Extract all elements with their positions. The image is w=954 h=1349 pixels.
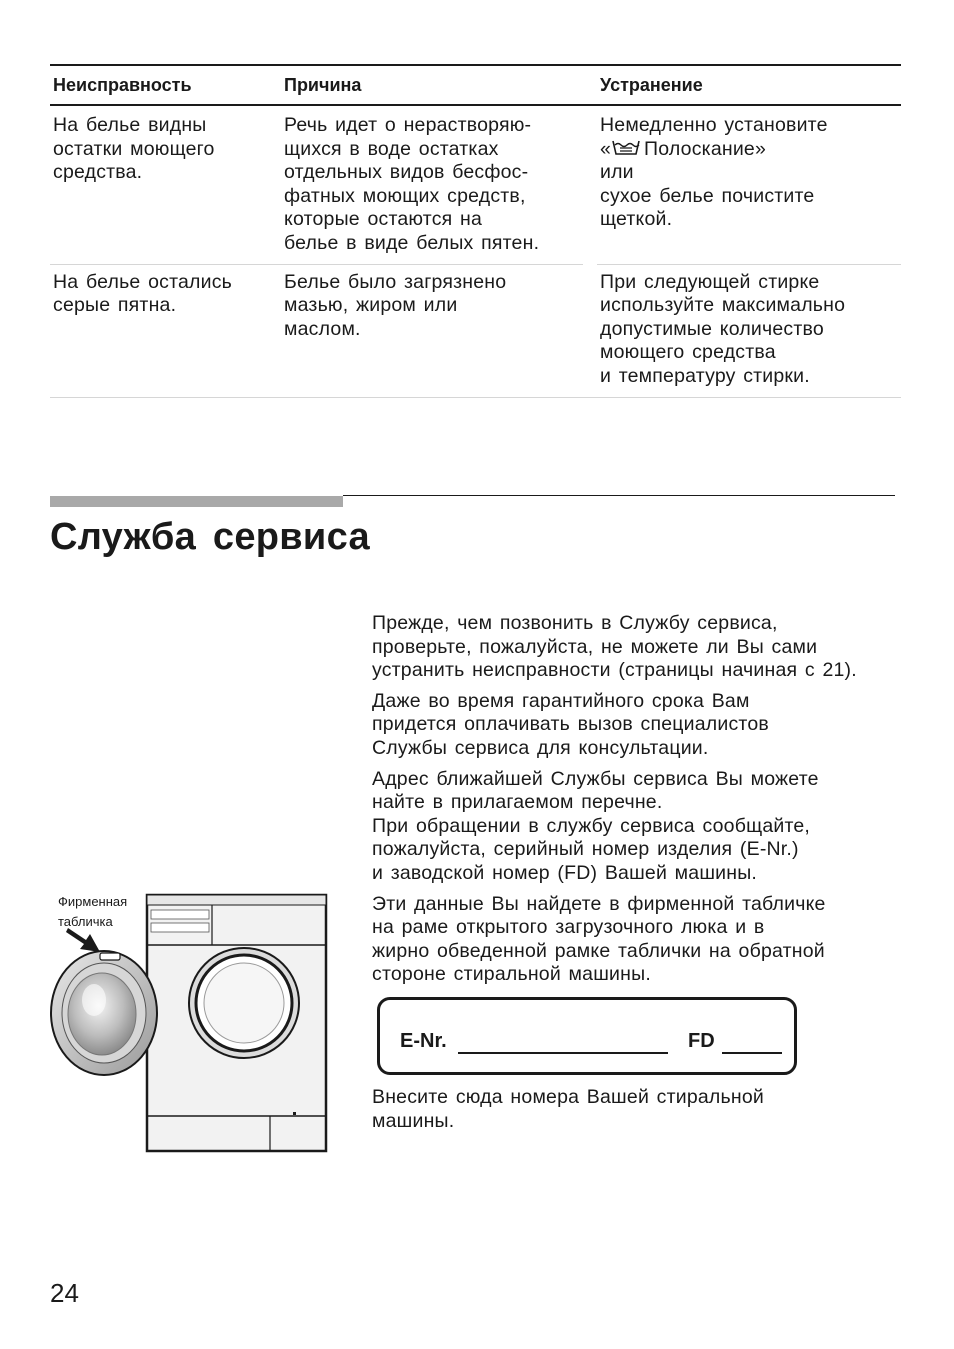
page-number: 24	[50, 1278, 79, 1308]
paragraph: Даже во время гарантийного срока Вам придется оплачивать вызов специалистов Службы сервиса для консультации.	[372, 689, 769, 759]
rating-plate-label: Фирменная табличка	[58, 894, 128, 929]
table-row	[50, 265, 901, 398]
cause-cell: Белье было загрязнено мазью, жиром или маслом.	[284, 270, 507, 340]
table-row	[50, 106, 901, 265]
enr-field[interactable]	[458, 1052, 668, 1054]
cause-cell: Речь идет о нерастворяю- щихся в воде остатках отдельных видов бесфос- фатных моющих средств, которые остаются на белье в виде белых пятен.	[281, 106, 583, 265]
rating-plate-box	[377, 997, 797, 1075]
washing-machine-illustration	[50, 888, 332, 1156]
paragraph: Адрес ближайшей Службы сервиса Вы можете найте в прилагаемом перечне. При обращении в службу сервиса сообщайте, пожалуйста, серийный номер изделия (E-Nr.) и заводской номер (FD) Вашей машины.	[372, 767, 819, 884]
remedy-cell: При следующей стирке используйте максимально допустимые количество моющего средства и температуру стирки.	[600, 270, 846, 387]
section-bar	[50, 496, 343, 507]
fd-field[interactable]	[722, 1052, 782, 1054]
header-cause: Причина	[284, 74, 362, 95]
troubleshooting-table	[50, 64, 901, 398]
fd-label: FD	[688, 1030, 715, 1052]
rinse-icon	[611, 139, 641, 157]
fault-cell: На белье видны остатки моющего средства.	[50, 106, 281, 265]
enr-label: E-Nr.	[400, 1030, 447, 1052]
service-text	[372, 612, 932, 994]
header-remedy: Устранение	[600, 74, 703, 95]
section-rule	[343, 495, 895, 496]
table-header	[50, 64, 901, 106]
section-title: Служба сервиса	[50, 516, 370, 558]
header-fault: Неисправность	[53, 74, 192, 95]
paragraph: Эти данные Вы найдете в фирменной табличке на раме открытого загрузочного люка и в жирно обведенной рамке таблички на обратной стороне стиральной машины.	[372, 892, 826, 986]
paragraph: Прежде, чем позвонить в Службу сервиса, проверьте, пожалуйста, не можете ли Вы сами устранить неисправности (страницы начиная с 21).	[372, 612, 857, 682]
fault-cell: На белье остались серые пятна.	[53, 270, 233, 317]
remedy-cell: Немедленно установите « Полоскание» или сухое белье почистите щеткой.	[597, 106, 901, 265]
enter-numbers-note: Внесите сюда номера Вашей стиральной машины.	[372, 1086, 764, 1132]
